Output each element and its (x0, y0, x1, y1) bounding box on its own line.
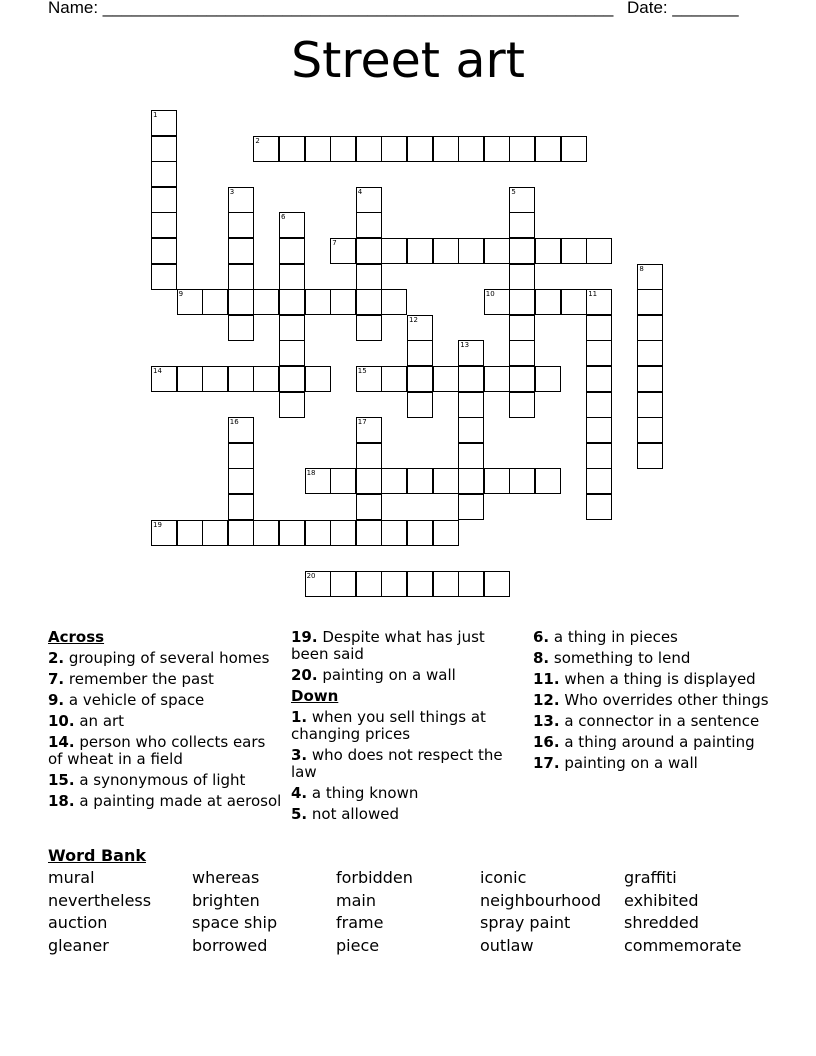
clue-number: 9 (178, 290, 184, 299)
clue-number: 15 (357, 367, 367, 375)
grid-cell[interactable] (202, 366, 228, 392)
down-clues-list-continued (533, 629, 769, 772)
clue-number-label: 5. (291, 805, 308, 823)
clue-number: 4 (357, 187, 363, 196)
grid-cell[interactable] (637, 392, 663, 418)
grid-cell[interactable] (228, 520, 254, 546)
word-bank-heading: Word Bank (48, 846, 147, 865)
clue-item (533, 755, 769, 772)
clue-text: an art (74, 712, 125, 730)
word-bank-word: borrowed (192, 935, 268, 955)
clue-number: 3 (229, 187, 235, 196)
grid-cell[interactable] (561, 238, 587, 264)
grid-cell[interactable] (279, 212, 305, 238)
grid-cell[interactable] (330, 520, 356, 546)
down-heading: Down (291, 687, 339, 705)
grid-cell[interactable] (228, 494, 254, 520)
clue-text: Who overrides other things (559, 691, 769, 709)
grid-cell[interactable] (509, 366, 535, 392)
word-bank-word: piece (336, 935, 380, 955)
clue-number-label: 13. (533, 712, 560, 730)
grid-cell[interactable] (177, 366, 203, 392)
grid-cell[interactable] (177, 289, 203, 315)
grid-cell[interactable] (356, 468, 382, 494)
grid-cell[interactable] (228, 443, 254, 469)
grid-cell[interactable] (228, 417, 254, 443)
grid-cell[interactable] (228, 238, 254, 264)
grid-cell[interactable] (586, 289, 612, 315)
clue-number: 10 (485, 290, 495, 299)
grid-cell[interactable] (458, 366, 484, 392)
grid-cell[interactable] (586, 443, 612, 469)
clue-text: a connector in a sentence (559, 712, 760, 730)
grid-cell[interactable] (151, 212, 177, 238)
clue-text: a thing in pieces (549, 628, 678, 646)
clue-text: painting on a wall (317, 666, 456, 684)
clue-number: 8 (639, 264, 644, 273)
clue-number-label: 19. (291, 628, 318, 646)
clue-number: 7 (332, 239, 337, 247)
grid-cell[interactable] (509, 136, 535, 162)
clue-number-label: 2. (48, 649, 65, 667)
word-bank-word: spray paint (480, 913, 571, 933)
clues-column-1 (48, 629, 284, 814)
clue-number-label: 4. (291, 784, 308, 802)
date-field: Date: _______ (627, 0, 739, 17)
grid-cell[interactable] (407, 468, 433, 494)
clue-item (48, 692, 284, 709)
page-title: Street art (291, 32, 525, 89)
clue-item (291, 785, 527, 802)
grid-cell[interactable] (253, 289, 279, 315)
clue-number-label: 12. (533, 691, 560, 709)
grid-cell[interactable] (407, 238, 433, 264)
clue-number: 6 (281, 213, 286, 222)
grid-cell[interactable] (228, 264, 254, 290)
grid-cell[interactable] (535, 238, 561, 264)
grid-cell[interactable] (484, 289, 510, 315)
clue-number-label: 8. (533, 649, 550, 667)
grid-cell[interactable] (407, 520, 433, 546)
clue-text: person who collects ears of wheat in a field (48, 733, 266, 768)
grid-cell[interactable] (253, 520, 279, 546)
grid-cell[interactable] (381, 238, 407, 264)
across-clues-list (48, 650, 284, 810)
grid-cell[interactable] (356, 494, 382, 520)
clue-number-label: 7. (48, 670, 65, 688)
grid-cell[interactable] (586, 315, 612, 341)
clue-text: a thing known (307, 784, 419, 802)
across-heading: Across (48, 628, 105, 646)
grid-cell[interactable] (279, 366, 305, 392)
grid-cell[interactable] (381, 571, 407, 597)
clue-item (533, 629, 769, 646)
grid-cell[interactable] (433, 520, 459, 546)
clue-item (533, 650, 769, 667)
grid-cell[interactable] (433, 238, 459, 264)
grid-cell[interactable] (407, 392, 433, 418)
grid-cell[interactable] (228, 366, 254, 392)
grid-cell[interactable] (637, 264, 663, 290)
grid-cell[interactable] (228, 187, 254, 213)
grid-cell[interactable] (561, 289, 587, 315)
clue-text: not allowed (307, 805, 399, 823)
clue-text: something to lend (549, 649, 691, 667)
clue-text: a thing around a painting (559, 733, 755, 751)
grid-cell[interactable] (458, 494, 484, 520)
grid-cell[interactable] (330, 289, 356, 315)
grid-cell[interactable] (202, 289, 228, 315)
word-bank-word: auction (48, 913, 108, 933)
word-bank-word: graffiti (624, 868, 677, 887)
clue-item (533, 692, 769, 709)
grid-cell[interactable] (305, 520, 331, 546)
grid-cell[interactable] (279, 264, 305, 290)
grid-cell[interactable] (330, 136, 356, 162)
word-bank-word: commemorate (624, 935, 742, 955)
word-bank-word: nevertheless (48, 890, 152, 910)
grid-cell[interactable] (637, 289, 663, 315)
clue-text: grouping of several homes (64, 649, 270, 667)
grid-cell[interactable] (151, 366, 177, 392)
grid-cell[interactable] (407, 315, 433, 341)
grid-cell[interactable] (381, 468, 407, 494)
clue-number-label: 11. (533, 670, 560, 688)
grid-cell[interactable] (228, 289, 254, 315)
clue-item (48, 734, 284, 768)
grid-cell[interactable] (458, 417, 484, 443)
word-bank-word: space ship (192, 913, 278, 933)
clue-text: a vehicle of space (64, 691, 205, 709)
down-clues-list (291, 709, 527, 823)
grid-cell[interactable] (356, 238, 382, 264)
clue-text: remember the past (64, 670, 214, 688)
grid-cell[interactable] (458, 238, 484, 264)
word-bank-word: iconic (480, 868, 527, 887)
clue-text: Despite what has just been said (291, 628, 485, 663)
grid-cell[interactable] (381, 289, 407, 315)
grid-cell[interactable] (484, 366, 510, 392)
word-bank-word: exhibited (624, 890, 699, 910)
clue-number-label: 16. (533, 733, 560, 751)
grid-cell[interactable] (151, 187, 177, 213)
grid-cell[interactable] (356, 443, 382, 469)
grid-cell[interactable] (356, 520, 382, 546)
grid-cell[interactable] (228, 468, 254, 494)
grid-cell[interactable] (228, 315, 254, 341)
clue-text: when you sell things at changing prices (291, 708, 486, 743)
grid-cell[interactable] (458, 571, 484, 597)
grid-cell[interactable] (305, 289, 331, 315)
clue-number-label: 20. (291, 666, 318, 684)
grid-cell[interactable] (356, 136, 382, 162)
grid-cell[interactable] (151, 136, 177, 162)
grid-cell[interactable] (253, 136, 279, 162)
grid-cell[interactable] (458, 443, 484, 469)
grid-cell[interactable] (509, 264, 535, 290)
grid-cell[interactable] (509, 392, 535, 418)
grid-cell[interactable] (509, 212, 535, 238)
grid-cell[interactable] (356, 571, 382, 597)
word-bank-word: forbidden (336, 868, 413, 887)
clue-number: 11 (588, 290, 598, 299)
word-bank-word: neighbourhood (480, 890, 601, 910)
word-bank-word: brighten (192, 890, 260, 910)
word-bank-word: outlaw (480, 935, 534, 955)
grid-cell[interactable] (637, 366, 663, 392)
clue-number: 1 (153, 111, 158, 119)
clue-item (48, 793, 284, 810)
grid-cell[interactable] (484, 238, 510, 264)
grid-cell[interactable] (509, 468, 535, 494)
clue-text: a synonymous of light (74, 771, 246, 789)
grid-cell[interactable] (586, 468, 612, 494)
clue-number-label: 9. (48, 691, 65, 709)
grid-cell[interactable] (586, 392, 612, 418)
grid-cell[interactable] (202, 520, 228, 546)
clue-item (48, 671, 284, 688)
clue-number: 12 (409, 315, 418, 324)
grid-cell[interactable] (509, 289, 535, 315)
grid-cell[interactable] (458, 340, 484, 366)
grid-cell[interactable] (484, 136, 510, 162)
grid-cell[interactable] (151, 520, 177, 546)
grid-cell[interactable] (177, 520, 203, 546)
grid-cell[interactable] (637, 443, 663, 469)
grid-cell[interactable] (586, 494, 612, 520)
clue-text: who does not respect the law (291, 746, 503, 781)
grid-cell[interactable] (509, 238, 535, 264)
clue-item (291, 747, 527, 781)
clue-item (291, 667, 527, 684)
name-field: Name: ______________________________________________________ (48, 0, 614, 17)
clues-column-2 (291, 629, 527, 827)
grid-cell[interactable] (458, 392, 484, 418)
grid-cell[interactable] (330, 571, 356, 597)
clue-number-label: 14. (48, 733, 75, 751)
word-bank-word: frame (336, 913, 384, 933)
grid-cell[interactable] (535, 136, 561, 162)
word-bank-word: shredded (624, 913, 699, 933)
clue-number-label: 3. (291, 746, 308, 764)
clue-number: 14 (153, 367, 162, 375)
grid-cell[interactable] (356, 366, 382, 392)
grid-cell[interactable] (381, 520, 407, 546)
clue-number: 19 (153, 520, 162, 529)
grid-cell[interactable] (356, 289, 382, 315)
clue-number: 17 (357, 418, 367, 427)
clue-number: 20 (306, 571, 316, 580)
clue-item (533, 671, 769, 688)
grid-cell[interactable] (151, 238, 177, 264)
grid-cell[interactable] (305, 571, 331, 597)
grid-cell[interactable] (586, 238, 612, 264)
grid-cell[interactable] (381, 136, 407, 162)
grid-cell[interactable] (535, 366, 561, 392)
grid-cell[interactable] (356, 212, 382, 238)
grid-cell[interactable] (407, 340, 433, 366)
clue-number: 2 (255, 136, 260, 145)
grid-cell[interactable] (407, 136, 433, 162)
clue-item (48, 650, 284, 667)
grid-cell[interactable] (509, 340, 535, 366)
word-bank-word: main (336, 890, 376, 910)
clue-text: when a thing is displayed (559, 670, 756, 688)
clue-number: 5 (511, 187, 516, 196)
grid-cell[interactable] (535, 468, 561, 494)
clue-item (533, 734, 769, 751)
grid-cell[interactable] (279, 520, 305, 546)
grid-cell[interactable] (433, 366, 459, 392)
grid-cell[interactable] (279, 340, 305, 366)
grid-cell[interactable] (586, 417, 612, 443)
clue-number-label: 6. (533, 628, 550, 646)
grid-cell[interactable] (381, 366, 407, 392)
grid-cell[interactable] (433, 136, 459, 162)
grid-cell[interactable] (356, 264, 382, 290)
grid-cell[interactable] (484, 571, 510, 597)
grid-cell[interactable] (407, 366, 433, 392)
clue-item (48, 713, 284, 730)
clue-number-label: 1. (291, 708, 308, 726)
word-bank-word: mural (48, 868, 95, 887)
grid-cell[interactable] (433, 571, 459, 597)
grid-cell[interactable] (279, 136, 305, 162)
clue-item (291, 806, 527, 823)
grid-cell[interactable] (151, 264, 177, 290)
word-bank-word: whereas (192, 868, 260, 887)
grid-cell[interactable] (484, 468, 510, 494)
clue-text: a painting made at aerosol (74, 792, 282, 810)
clue-item (48, 772, 284, 789)
grid-cell[interactable] (637, 315, 663, 341)
grid-cell[interactable] (253, 366, 279, 392)
clue-item (291, 709, 527, 743)
grid-cell[interactable] (586, 340, 612, 366)
grid-cell[interactable] (330, 468, 356, 494)
grid-cell[interactable] (330, 238, 356, 264)
grid-cell[interactable] (637, 340, 663, 366)
grid-cell[interactable] (279, 392, 305, 418)
clue-number-label: 18. (48, 792, 75, 810)
clue-item (533, 713, 769, 730)
grid-cell[interactable] (356, 315, 382, 341)
grid-cell[interactable] (509, 315, 535, 341)
clue-number-label: 10. (48, 712, 75, 730)
grid-cell[interactable] (458, 468, 484, 494)
grid-cell[interactable] (433, 468, 459, 494)
grid-cell[interactable] (305, 136, 331, 162)
clue-number: 13 (460, 341, 470, 350)
grid-cell[interactable] (356, 187, 382, 213)
grid-cell[interactable] (356, 417, 382, 443)
grid-cell[interactable] (151, 110, 177, 136)
across-clues-list-continued (291, 629, 527, 684)
clue-number-label: 17. (533, 754, 560, 772)
grid-cell[interactable] (561, 136, 587, 162)
grid-cell[interactable] (535, 289, 561, 315)
grid-cell[interactable] (279, 315, 305, 341)
grid-cell[interactable] (279, 289, 305, 315)
clues-column-3 (533, 629, 769, 776)
grid-cell[interactable] (407, 571, 433, 597)
clue-number: 16 (229, 418, 239, 427)
grid-cell[interactable] (509, 187, 535, 213)
grid-cell[interactable] (637, 417, 663, 443)
grid-cell[interactable] (305, 468, 331, 494)
grid-cell[interactable] (228, 212, 254, 238)
word-bank-word: gleaner (48, 935, 109, 955)
grid-cell[interactable] (151, 161, 177, 187)
grid-cell[interactable] (305, 366, 331, 392)
clue-number: 18 (306, 469, 316, 478)
clue-text: painting on a wall (559, 754, 698, 772)
grid-cell[interactable] (458, 136, 484, 162)
grid-cell[interactable] (586, 366, 612, 392)
clue-item (291, 629, 527, 663)
grid-cell[interactable] (279, 238, 305, 264)
clue-number-label: 15. (48, 771, 75, 789)
